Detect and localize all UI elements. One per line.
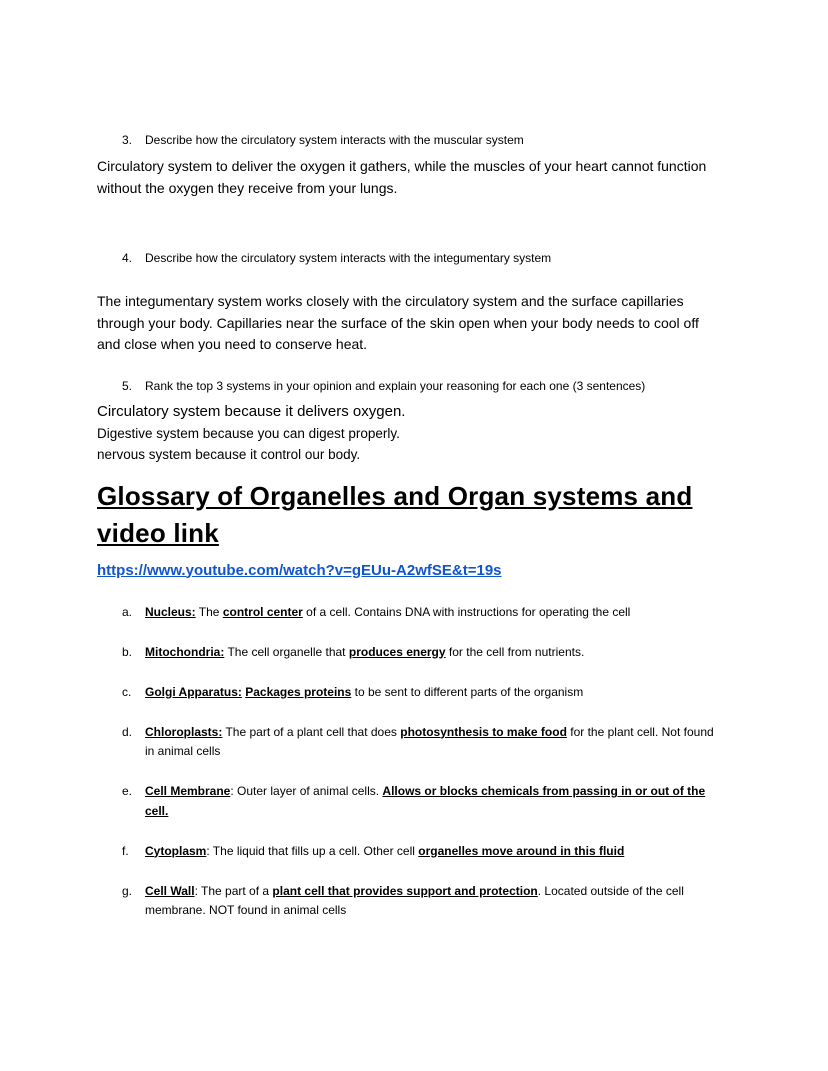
question-number: 3. xyxy=(122,133,133,147)
question-prompt: Describe how the circulatory system interacts with the muscular system xyxy=(145,133,524,147)
question-prompt: Rank the top 3 systems in your opinion and explain your reasoning for each one (3 sentences) xyxy=(145,378,646,393)
glossary-list xyxy=(97,603,730,921)
glossary-item-text: Golgi Apparatus: Packages proteins to be sent to different parts of the organism xyxy=(145,684,584,699)
glossary-item-nucleus xyxy=(97,603,730,623)
glossary-item-cell-membrane xyxy=(97,782,730,821)
glossary-item-letter: a. xyxy=(122,604,133,619)
glossary-item-letter: d. xyxy=(122,724,133,739)
glossary-item-chloroplasts xyxy=(97,723,730,762)
glossary-heading: Glossary of Organelles and Organ systems and video link xyxy=(97,480,693,548)
answer-line: Circulatory system because it delivers oxygen. xyxy=(97,402,406,420)
youtube-link[interactable]: https://www.youtube.com/watch?v=gEUu-A2wfSE&t=19s xyxy=(97,561,502,579)
glossary-item-cytoplasm xyxy=(97,842,730,862)
glossary-item-text: Cell Membrane: Outer layer of animal cells. Allows or blocks chemicals from passing in or out of the cell. xyxy=(145,784,706,818)
glossary-item-mitochondria xyxy=(97,643,730,663)
question-number: 4. xyxy=(122,251,133,265)
glossary-item-text: Nucleus: The control center of a cell. Contains DNA with instructions for operating the cell xyxy=(145,604,631,619)
glossary-item-text: Cytoplasm: The liquid that fills up a cell. Other cell organelles move around in this fluid xyxy=(145,843,625,858)
answer-line: nervous system because it control our body. xyxy=(97,446,361,462)
glossary-item-letter: e. xyxy=(122,784,133,798)
glossary-item-text: Cell Wall: The part of a plant cell that provides support and protection. Located outside of the cell membrane. NOT found in animal cells xyxy=(145,883,684,917)
question-prompt: Describe how the circulatory system interacts with the integumentary system xyxy=(145,251,552,265)
glossary-item-letter: f. xyxy=(122,843,129,858)
question-3 xyxy=(97,131,730,150)
glossary-item-cell-wall xyxy=(97,882,730,921)
answer-line: Digestive system because you can digest properly. xyxy=(97,425,400,441)
answer-paragraph: Circulatory system to deliver the oxygen it gathers, while the muscles of your heart cannot function without the oxygen they receive from your lungs. xyxy=(97,158,707,196)
glossary-item-letter: g. xyxy=(122,883,133,898)
glossary-item-text: Chloroplasts: The part of a plant cell that does photosynthesis to make food for the plant cell. Not found in animal cells xyxy=(145,724,714,758)
glossary-item-letter: b. xyxy=(122,644,133,659)
question-5 xyxy=(97,377,730,396)
answer-paragraph: The integumentary system works closely with the circulatory system and the surface capillaries through your body. Capillaries near the surface of the skin open when your body needs to cool off and close when you need to conserve heat. xyxy=(97,293,699,352)
question-4 xyxy=(97,249,730,268)
glossary-item-golgi-apparatus xyxy=(97,683,730,703)
glossary-item-text: Mitochondria: The cell organelle that produces energy for the cell from nutrients. xyxy=(145,644,585,659)
question-number: 5. xyxy=(122,378,133,393)
glossary-item-letter: c. xyxy=(122,684,132,699)
